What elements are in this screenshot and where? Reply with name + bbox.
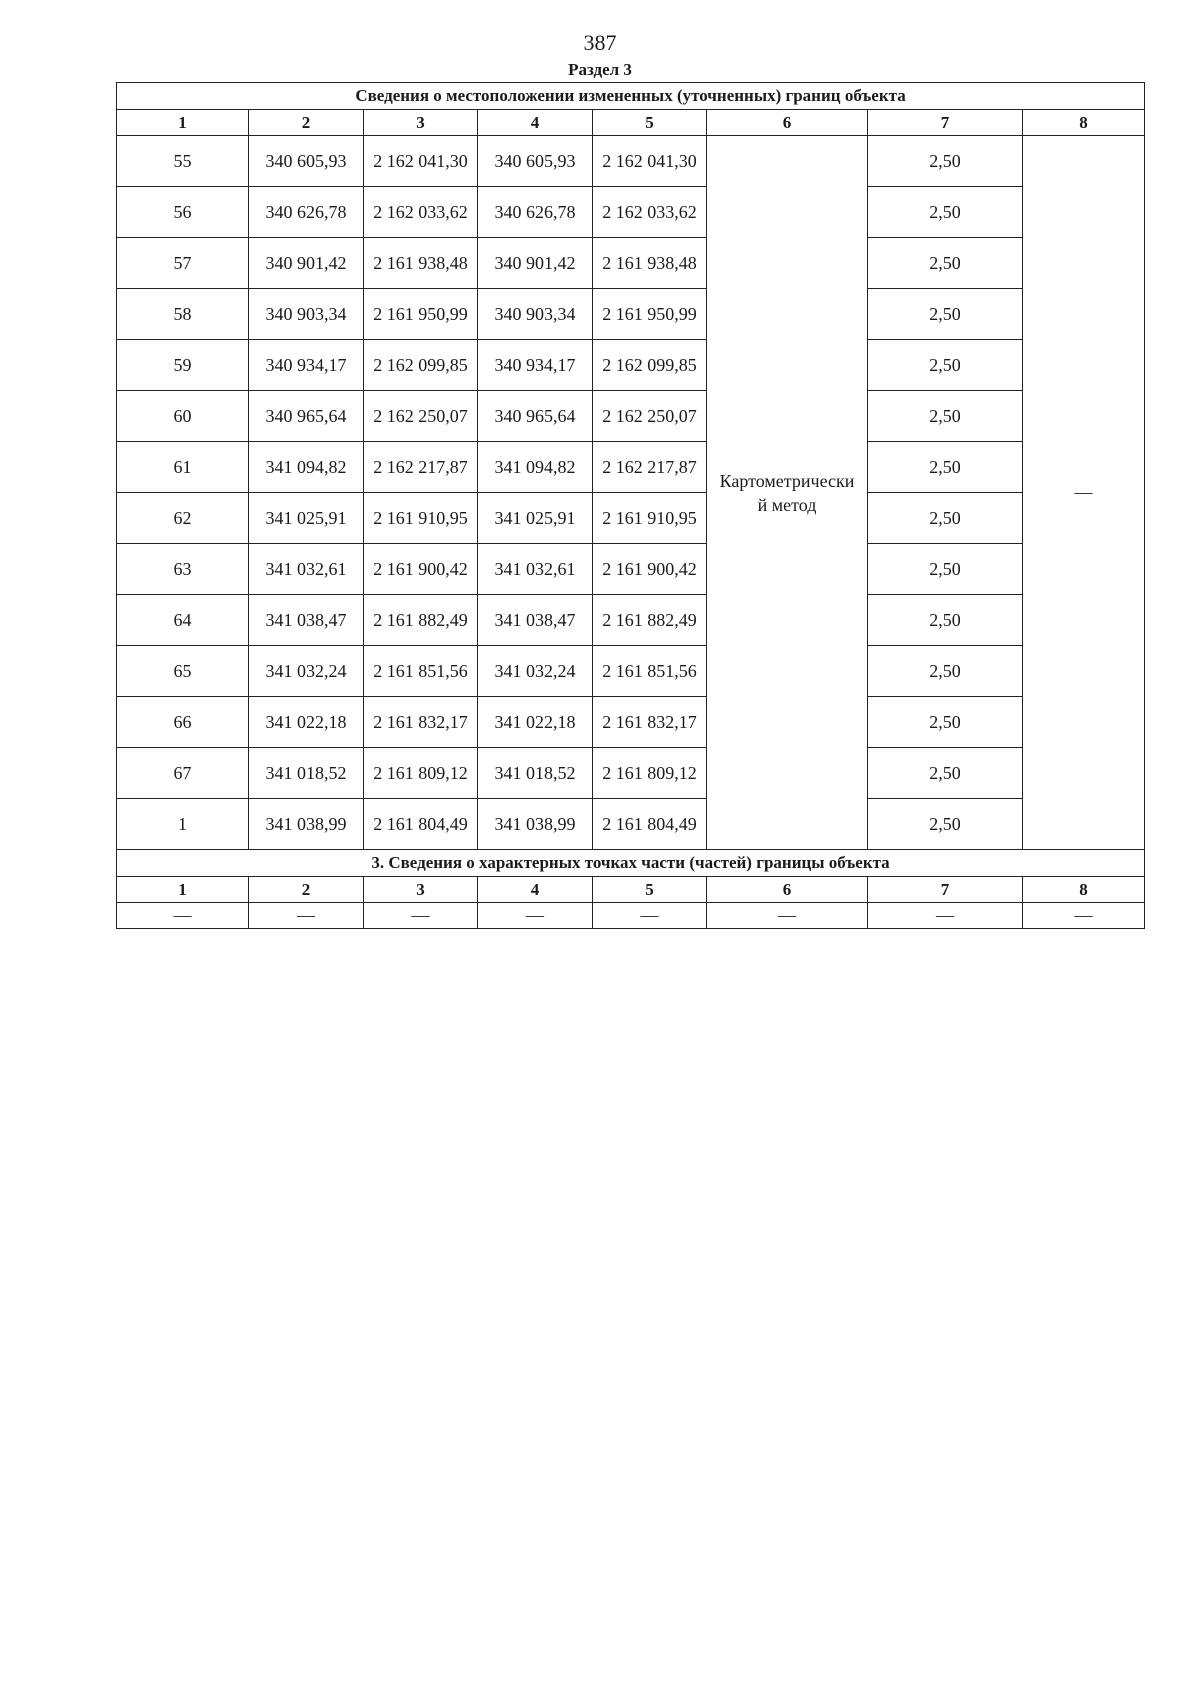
column-number: 3: [364, 110, 478, 136]
coordinate-cell: 2 162 217,87: [364, 442, 478, 493]
dash-cell: —: [707, 903, 868, 929]
coordinate-cell: 2 161 910,95: [364, 493, 478, 544]
table-row: [117, 697, 1145, 748]
coordinate-cell: 2 161 832,17: [364, 697, 478, 748]
point-number: 58: [117, 289, 249, 340]
dash-cell: —: [249, 903, 364, 929]
point-number: 56: [117, 187, 249, 238]
coordinate-cell: 341 038,47: [478, 595, 593, 646]
coordinate-cell: 341 022,18: [478, 697, 593, 748]
point-number: 67: [117, 748, 249, 799]
coordinate-cell: 341 018,52: [478, 748, 593, 799]
coordinate-cell: 2 161 804,49: [364, 799, 478, 850]
coordinate-cell: 2 161 851,56: [364, 646, 478, 697]
table1-heading: Сведения о местоположении измененных (уточненных) границ объекта: [117, 83, 1145, 110]
table-row: [117, 493, 1145, 544]
accuracy-cell: 2,50: [868, 748, 1023, 799]
coordinate-cell: 2 162 033,62: [593, 187, 707, 238]
accuracy-cell: 2,50: [868, 697, 1023, 748]
coordinate-cell: 2 161 882,49: [364, 595, 478, 646]
column-number: 5: [593, 110, 707, 136]
coordinate-cell: 341 025,91: [249, 493, 364, 544]
coordinate-cell: 2 162 099,85: [593, 340, 707, 391]
coordinate-cell: 2 162 033,62: [364, 187, 478, 238]
coordinate-cell: 340 605,93: [478, 136, 593, 187]
coordinate-cell: 340 965,64: [249, 391, 364, 442]
coordinate-cell: 2 162 250,07: [593, 391, 707, 442]
column-number: 3: [364, 877, 478, 903]
point-number: 65: [117, 646, 249, 697]
table-row: [117, 238, 1145, 289]
coordinate-cell: 2 161 900,42: [593, 544, 707, 595]
accuracy-cell: 2,50: [868, 340, 1023, 391]
coordinate-cell: 341 038,47: [249, 595, 364, 646]
accuracy-cell: 2,50: [868, 289, 1023, 340]
dash-cell: —: [364, 903, 478, 929]
coordinate-cell: 340 901,42: [249, 238, 364, 289]
accuracy-cell: 2,50: [868, 493, 1023, 544]
method-line1: Картометрически: [719, 470, 855, 491]
column-number: 2: [249, 877, 364, 903]
table-row: [117, 136, 1145, 187]
column-number: 5: [593, 877, 707, 903]
table-row: [117, 544, 1145, 595]
column-number: 2: [249, 110, 364, 136]
point-number: 62: [117, 493, 249, 544]
coordinate-cell: 340 965,64: [478, 391, 593, 442]
section-title: Раздел 3: [568, 60, 632, 79]
coordinate-cell: 341 094,82: [249, 442, 364, 493]
coordinate-cell: 2 161 809,12: [364, 748, 478, 799]
point-number: 61: [117, 442, 249, 493]
point-number: 59: [117, 340, 249, 391]
column-number: 1: [117, 110, 249, 136]
column-number: 6: [707, 877, 868, 903]
coordinate-cell: 340 934,17: [478, 340, 593, 391]
accuracy-cell: 2,50: [868, 238, 1023, 289]
coordinate-cell: 2 162 041,30: [593, 136, 707, 187]
accuracy-cell: 2,50: [868, 391, 1023, 442]
column-number: 1: [117, 877, 249, 903]
table-row: [117, 442, 1145, 493]
table-row: [117, 595, 1145, 646]
coordinate-cell: 2 162 099,85: [364, 340, 478, 391]
table1-heading-row: [117, 83, 1145, 110]
coordinate-cell: 341 032,24: [249, 646, 364, 697]
col8-dash: —: [1023, 136, 1145, 850]
dash-cell: —: [593, 903, 707, 929]
column-number: 8: [1023, 877, 1145, 903]
column-number: 4: [478, 110, 593, 136]
point-number: 55: [117, 136, 249, 187]
coordinate-cell: 2 161 809,12: [593, 748, 707, 799]
dash-cell: —: [478, 903, 593, 929]
coordinate-cell: 2 161 851,56: [593, 646, 707, 697]
coordinate-cell: 2 161 832,17: [593, 697, 707, 748]
dash-cell: —: [868, 903, 1023, 929]
table-row: [117, 903, 1145, 929]
dash-cell: —: [1023, 903, 1145, 929]
coordinate-cell: 341 018,52: [249, 748, 364, 799]
method-cell: [707, 136, 868, 850]
column-number: 4: [478, 877, 593, 903]
accuracy-cell: 2,50: [868, 136, 1023, 187]
point-number: 60: [117, 391, 249, 442]
coordinate-cell: 340 934,17: [249, 340, 364, 391]
point-number: 63: [117, 544, 249, 595]
table1-column-numbers: [117, 110, 1145, 136]
coordinate-cell: 2 161 804,49: [593, 799, 707, 850]
table-row: [117, 646, 1145, 697]
accuracy-cell: 2,50: [868, 595, 1023, 646]
page-number: 387: [583, 30, 617, 55]
coordinate-cell: 341 038,99: [249, 799, 364, 850]
coordinate-cell: 341 094,82: [478, 442, 593, 493]
coordinate-cell: 2 161 910,95: [593, 493, 707, 544]
column-number: 7: [868, 877, 1023, 903]
point-number: 57: [117, 238, 249, 289]
table2-heading-row: [117, 850, 1145, 877]
point-number: 64: [117, 595, 249, 646]
coordinate-cell: 2 161 950,99: [364, 289, 478, 340]
coordinate-cell: 2 161 882,49: [593, 595, 707, 646]
accuracy-cell: 2,50: [868, 544, 1023, 595]
table-row: [117, 340, 1145, 391]
table-row: [117, 391, 1145, 442]
method-line2: й метод: [757, 494, 817, 515]
accuracy-cell: 2,50: [868, 646, 1023, 697]
column-number: 6: [707, 110, 868, 136]
coordinate-cell: 2 162 041,30: [364, 136, 478, 187]
table-row: [117, 187, 1145, 238]
coordinate-cell: 340 903,34: [478, 289, 593, 340]
coordinate-cell: 340 903,34: [249, 289, 364, 340]
coordinate-cell: 2 161 938,48: [364, 238, 478, 289]
boundary-table: [116, 82, 1145, 929]
coordinate-cell: 340 901,42: [478, 238, 593, 289]
coordinate-cell: 341 032,24: [478, 646, 593, 697]
point-number: 66: [117, 697, 249, 748]
coordinate-cell: 2 161 938,48: [593, 238, 707, 289]
coordinate-cell: 341 032,61: [478, 544, 593, 595]
table2-column-numbers: [117, 877, 1145, 903]
coordinate-cell: 2 161 950,99: [593, 289, 707, 340]
coordinate-cell: 340 605,93: [249, 136, 364, 187]
table2-heading: 3. Сведения о характерных точках части (частей) границы объекта: [117, 850, 1145, 877]
point-number: 1: [117, 799, 249, 850]
column-number: 7: [868, 110, 1023, 136]
dash-cell: —: [117, 903, 249, 929]
coordinate-cell: 2 162 217,87: [593, 442, 707, 493]
coordinate-cell: 341 025,91: [478, 493, 593, 544]
coordinate-cell: 2 161 900,42: [364, 544, 478, 595]
coordinate-cell: 341 032,61: [249, 544, 364, 595]
coordinate-cell: 340 626,78: [249, 187, 364, 238]
coordinate-cell: 341 022,18: [249, 697, 364, 748]
accuracy-cell: 2,50: [868, 442, 1023, 493]
coordinate-cell: 340 626,78: [478, 187, 593, 238]
accuracy-cell: 2,50: [868, 799, 1023, 850]
table-row: [117, 799, 1145, 850]
table-row: [117, 289, 1145, 340]
coordinate-cell: 2 162 250,07: [364, 391, 478, 442]
column-number: 8: [1023, 110, 1145, 136]
accuracy-cell: 2,50: [868, 187, 1023, 238]
table-row: [117, 748, 1145, 799]
coordinate-cell: 341 038,99: [478, 799, 593, 850]
